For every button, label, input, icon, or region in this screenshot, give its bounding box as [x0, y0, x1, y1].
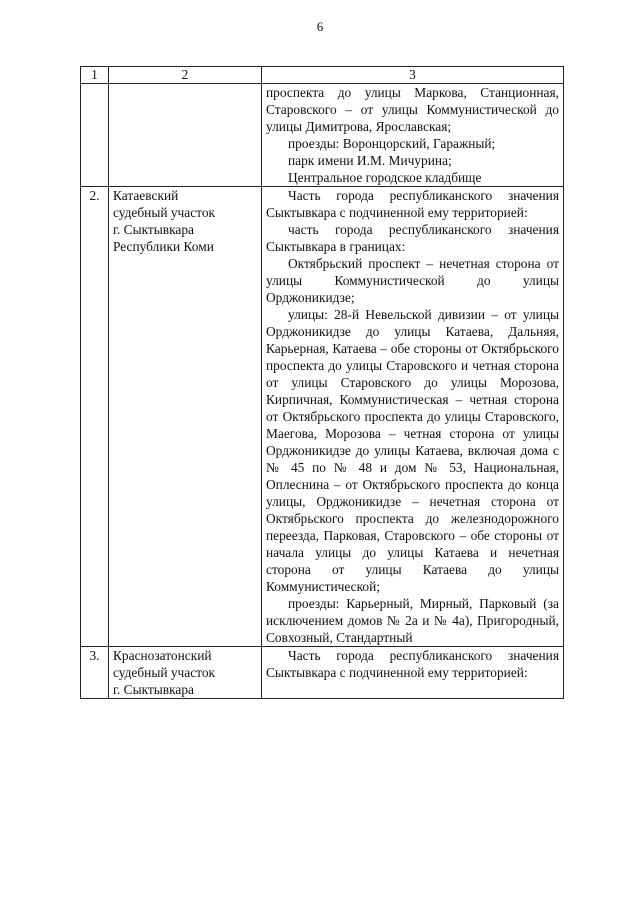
page-number: 6 [316, 19, 324, 34]
table-header-row [81, 67, 564, 84]
row-name-cell [109, 647, 262, 699]
court-name-line: Республики Коми [113, 239, 214, 254]
row-number-cell [81, 84, 109, 187]
table-row [81, 647, 564, 699]
description-paragraph: Часть города республиканского значения Сыктывкара с подчиненной ему территорией: [266, 648, 559, 680]
header-cell: 1 [81, 67, 109, 84]
description-paragraph: улицы: 28-й Невельской дивизии – от улицы Орджоникидзе до улицы Катаева, Дальняя, Карьерная, Катаева – обе стороны от Октябрьского проспекта до улицы Старовского и четная сторона от улицы Старовского до улицы Морозова, Кирпичная, Коммунистическая – четная сторона от Октябрьского проспекта до улицы Старовского, Маегова, Морозова – четная сторона от улицы Орджоникидзе до улицы Катаева, включая дома с № 45 по № 48 и дом № 53, Национальная, Оплеснина – от Октябрьского проспекта до конца улицы, Орджоникидзе – нечетная сторона от Октябрьского проспекта до железнодорожного переезда, Парковая, Старовского – обе стороны от начала улицы до улицы Катаева и нечетная сторона от улицы Катаева до улицы Коммунистической; [266, 307, 559, 594]
description-paragraph: Центральное городское кладбище [288, 170, 482, 185]
row-name-cell [109, 84, 262, 187]
description-paragraph: Часть города республиканского значения Сыктывкара с подчиненной ему территорией: [266, 188, 559, 220]
description-paragraph: проезды: Воронцорский, Гаражный; [288, 136, 496, 151]
court-name-line: судебный участок [113, 665, 216, 680]
row-description-cell [262, 187, 564, 647]
row-description-cell [262, 84, 564, 187]
row-number-cell: 3. [81, 647, 109, 699]
court-name-line: судебный участок [113, 205, 216, 220]
court-name-line: г. Сыктывкара [113, 222, 194, 237]
court-name-line: Катаевский [113, 188, 179, 203]
header-cell: 3 [262, 67, 564, 84]
description-paragraph: парк имени И.М. Мичурина; [288, 153, 452, 168]
court-districts-table [80, 66, 564, 699]
description-paragraph: проезды: Карьерный, Мирный, Парковый (за исключением домов № 2а и № 4а), Пригородный, Совхозный, Стандартный [266, 596, 559, 645]
table-row-continuation [81, 84, 564, 187]
header-cell: 2 [109, 67, 262, 84]
court-name-line: Краснозатонский [113, 648, 212, 663]
row-name-cell [109, 187, 262, 647]
description-paragraph: проспекта до улицы Маркова, Станционная, Старовского – от улицы Коммунистической до улицы Димитрова, Ярославская; [266, 85, 559, 134]
description-paragraph: часть города республиканского значения Сыктывкара в границах: [266, 222, 559, 254]
court-name-line: г. Сыктывкара [113, 682, 194, 697]
row-number-cell: 2. [81, 187, 109, 647]
table-row [81, 187, 564, 647]
description-paragraph: Октябрьский проспект – нечетная сторона от улицы Коммунистической до улицы Орджоникидзе; [266, 256, 559, 305]
row-description-cell [262, 647, 564, 699]
